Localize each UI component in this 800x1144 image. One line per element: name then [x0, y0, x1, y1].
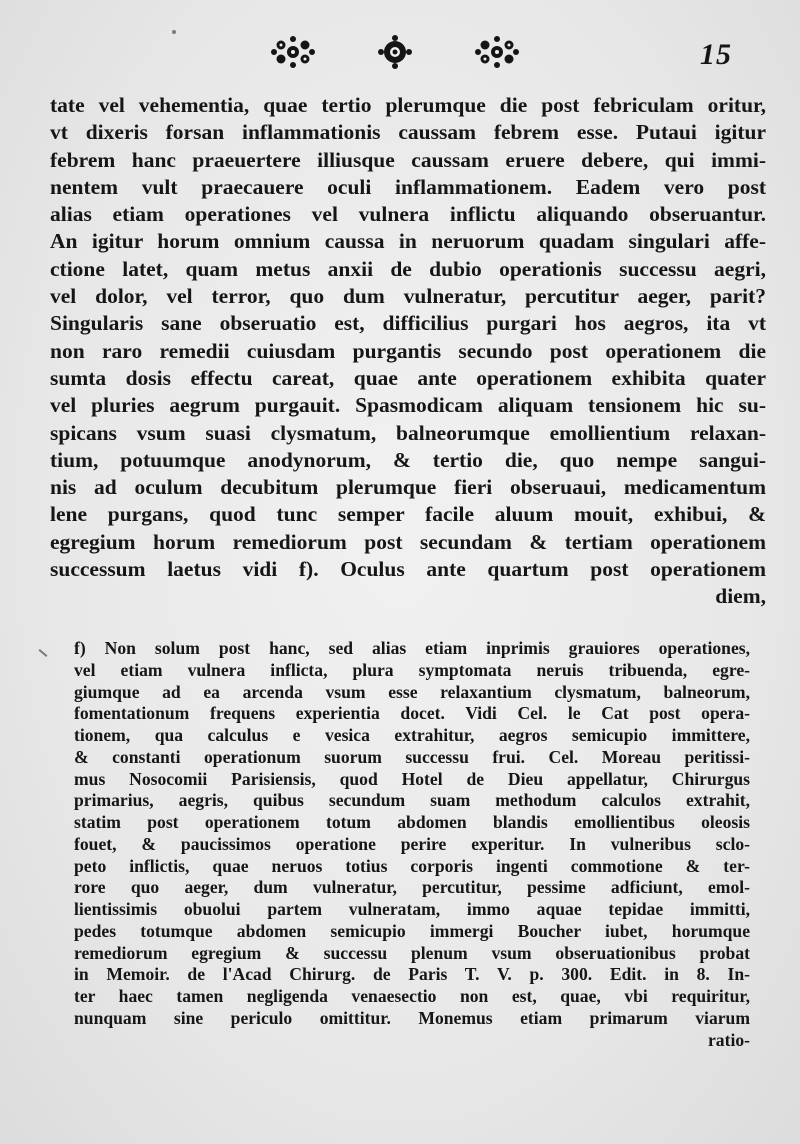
main-line: spicans vsum suasi clysmatum, balneorumque emollientium relaxan-: [50, 420, 766, 445]
main-line: An igitur horum omnium caussa in neruorum quadam singulari affe-: [50, 229, 766, 254]
catchword: diem,: [715, 584, 766, 609]
floral-ornament-left-icon: [270, 35, 316, 69]
main-line: vt dixeris forsan inflammationis caussam febrem esse. Putaui igitur: [50, 120, 766, 145]
main-line: Singularis sane obseruatio est, difficilius purgari hos aegros, ita vt: [50, 311, 766, 336]
footnote-line: vel etiam vulnera inflicta, plura symptomata neruis tribuenda, egre-: [74, 659, 750, 680]
main-line: successum laetus vidi f). Oculus ante quartum post operationem: [50, 557, 766, 582]
footnote-line: fomentationum frequens experientia docet. Vidi Cel. le Cat post opera-: [74, 703, 750, 724]
footnote-line: remediorum egregium & successu plenum vsum obseruationibus probat: [74, 942, 750, 963]
main-line: nentem vult praecauere oculi inflammationem. Eadem vero post: [50, 174, 766, 199]
footnote-line: fouet, & paucissimos operatione perire experitur. In vulneribus sclo-: [74, 833, 750, 854]
footnote-line: nunquam sine periculo omittitur. Monemus etiam primarum viarum: [74, 1007, 750, 1028]
footnote-line: tionem, qua calculus e vesica extrahitur, aegros semicupio immittere,: [74, 725, 750, 745]
main-line: tium, potuumque anodynorum, & tertio die, quo nempe sangui-: [50, 447, 766, 472]
main-line: nis ad oculum decubitum plerumque fieri obseruaui, medicamentum: [50, 475, 766, 500]
header-ornaments: [270, 34, 520, 70]
main-line: vel pluries aegrum purgauit. Spasmodicam aliquam tensionem hic su-: [50, 393, 766, 418]
main-line: non raro remedii cuiusdam purgantis secundo post operationem die: [50, 338, 766, 363]
rosette-ornament-icon: [372, 35, 418, 69]
footnote-line: mus Nosocomii Parisiensis, quod Hotel de Dieu appellatur, Chirurgus: [74, 768, 750, 789]
main-text-block: [50, 92, 766, 611]
footnote-line: f) Non solum post hanc, sed alias etiam inprimis grauiores operationes,: [74, 638, 750, 658]
page-number: 15: [700, 38, 732, 71]
footnote-catchword: ratio-: [707, 1029, 750, 1050]
main-line: vel dolor, vel terror, quo dum vulneratur, percutitur aeger, parit?: [50, 284, 766, 309]
footnote-line: in Memoir. de l'Acad Chirurg. de Paris T. V. p. 300. Edit. in 8. In-: [74, 964, 750, 985]
footnote-line: rore quo aeger, dum vulneratur, percutitur, pessime adficiunt, emol-: [74, 877, 750, 898]
main-line: alias etiam operationes vel vulnera inflictu aliquando obseruantur.: [50, 202, 766, 227]
scan-speck: [39, 649, 48, 657]
footnote-line: peto inflictis, quae neruos totius corporis ingenti commotione & ter-: [74, 855, 750, 876]
footnote-line: statim post operationem totum abdomen blandis emollientibus oleosis: [74, 812, 750, 832]
footnote-line: & constanti operationum suorum successu frui. Cel. Moreau peritissi-: [74, 746, 750, 767]
footnote-block: [74, 638, 750, 1051]
floral-ornament-right-icon: [474, 35, 520, 69]
main-line: ctione latet, quam metus anxii de dubio operationis successu aegri,: [50, 256, 766, 281]
main-line: sumta dosis effectu careat, quae ante operationem exhibita quater: [50, 365, 766, 390]
main-line: tate vel vehementia, quae tertio plerumque die post febriculam oritur,: [50, 93, 766, 117]
footnote-line: pedes totumque abdomen semicupio immergi Boucher iubet, horumque: [74, 920, 750, 941]
footnote-line: giumque ad ea arcenda vsum esse relaxantium clysmatum, balneorum,: [74, 681, 750, 702]
footnote-line: ter haec tamen negligenda venaesectio non est, quae, vbi requiritur,: [74, 986, 750, 1006]
main-line: egregium horum remediorum post secundam & tertiam operationem: [50, 529, 766, 554]
scan-speck: [172, 30, 176, 34]
main-line: febrem hanc praeuertere illiusque caussam eruere debere, qui immi-: [50, 147, 766, 172]
footnote-line: lientissimis obuolui partem vulneratam, immo aquae tepidae immitti,: [74, 899, 750, 919]
main-line: lene purgans, quod tunc semper facile aluum mouit, exhibui, &: [50, 502, 766, 527]
footnote-line: primarius, aegris, quibus secundum suam methodum calculos extrahit,: [74, 790, 750, 811]
